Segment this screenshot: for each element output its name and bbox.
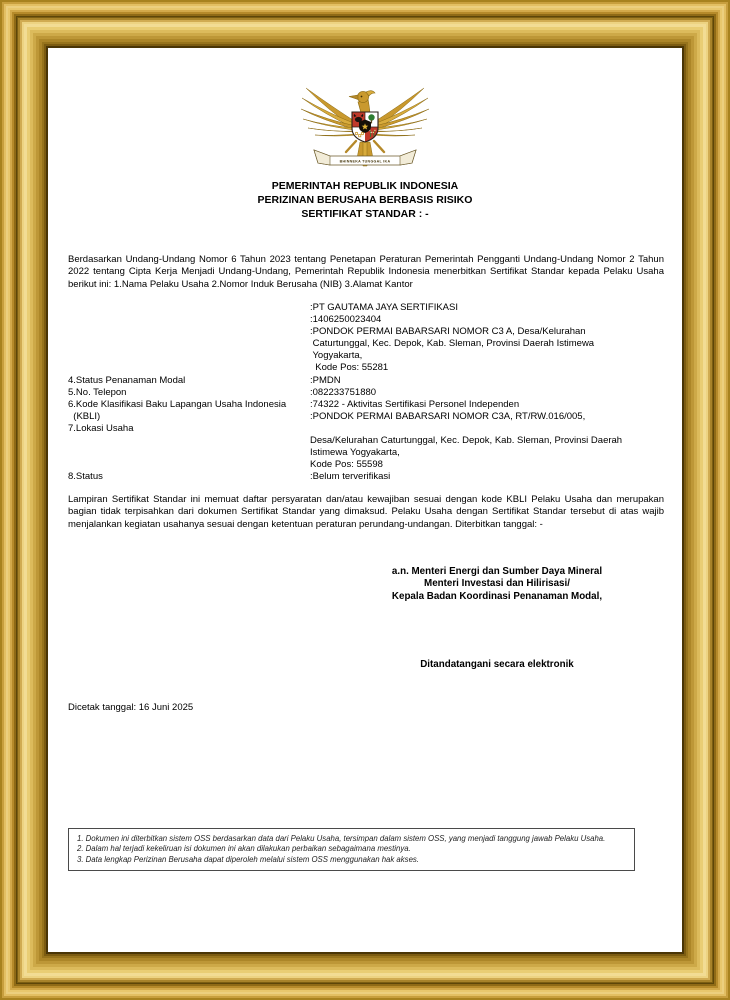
field-label (68, 447, 310, 459)
field-value: Yogyakarta, (310, 350, 363, 362)
field-label (68, 350, 310, 362)
garuda-pancasila-emblem (300, 84, 430, 172)
field-row (68, 399, 666, 411)
field-label (68, 459, 310, 471)
field-value: :082233751880 (310, 386, 377, 398)
field-label (68, 338, 310, 350)
field-row (68, 411, 666, 423)
field-row (68, 435, 666, 447)
field-value: :PT GAUTAMA JAYA SERTIFIKASI (310, 302, 458, 313)
field-value: Kode Pos: 55598 (310, 459, 383, 471)
field-value: Istimewa Yogyakarta, (310, 447, 400, 459)
field-label: 4.Status Penanaman Modal (68, 374, 186, 386)
field-value: :PONDOK PERMAI BABARSARI NOMOR C3A, RT/RW.016/005, (310, 410, 586, 422)
footer-notes-box (68, 828, 635, 871)
field-row (68, 459, 666, 471)
signatory-block (330, 566, 664, 603)
field-label (68, 326, 310, 338)
title-government: PEMERINTAH REPUBLIK INDONESIA (271, 180, 459, 192)
footer-note: 1. Dokumen ini diterbitkan sistem OSS berdasarkan data dari Pelaku Usaha, tersimpan dalam sistem OSS, yang menjadi tanggung jawab Pelaku Usaha. (77, 834, 606, 843)
field-label (68, 362, 310, 374)
field-row (68, 387, 666, 399)
field-label: 7.Lokasi Usaha (68, 422, 134, 434)
field-label: 8.Status (68, 471, 103, 483)
field-value: Caturtunggal, Kec. Depok, Kab. Sleman, Provinsi Daerah Istimewa (310, 338, 595, 350)
field-label: 6.Kode Klasifikasi Baku Lapangan Usaha Indonesia (68, 398, 287, 410)
field-label (68, 302, 310, 314)
closing-paragraph: Lampiran Sertifikat Standar ini memuat daftar persyaratan dan/atau kewajiban sesuai dengan kode KBLI Pelaku Usaha dan merupakan bagian tidak terpisahkan dari dokumen Sertifikat Standar yang dimaksud. Pelaku Usaha dengan Sertifikat Standar tersebut di atas wajib menjalankan kegiatan usahanya sesuai dengan ketentuan peraturan perundang-undangan. Diterbitkan tanggal: - (68, 494, 664, 530)
title-licensing: PERIZINAN BERUSAHA BERBASIS RISIKO (257, 194, 473, 206)
field-list (68, 302, 666, 483)
field-row (68, 326, 666, 338)
field-row (68, 302, 666, 314)
field-row (68, 338, 666, 350)
document-header (48, 179, 682, 221)
field-value: :1406250023404 (310, 314, 382, 326)
field-row (68, 471, 666, 483)
signatory-line: Menteri Investasi dan Hilirisasi/ (424, 578, 570, 590)
field-value: :PMDN (310, 374, 341, 386)
signatory-line: a.n. Menteri Energi dan Sumber Daya Mineral (391, 566, 603, 577)
field-value: :74322 - Aktivitas Sertifikasi Personel Independen (310, 398, 520, 410)
intro-paragraph: Berdasarkan Undang-Undang Nomor 6 Tahun 2023 tentang Penetapan Peraturan Pemerintah Pengganti Undang-Undang Nomor 2 Tahun 2022 tentang Cipta Kerja Menjadi Undang-Undang, Pemerintah Republik Indonesia menerbitkan Sertifikat Standar kepada Pelaku Usaha berikut ini: 1.Nama Pelaku Usaha 2.Nomor Induk Berusaha (NIB) 3.Alamat Kantor (68, 254, 664, 290)
emblem-motto: BHINNEKA TUNGGAL IKA (339, 159, 391, 164)
field-value: :Belum terverifikasi (310, 471, 391, 483)
field-label: 5.No. Telepon (68, 386, 127, 398)
footer-note: 3. Data lengkap Perizinan Berusaha dapat diperoleh melalui sistem OSS menggunakan hak akses. (77, 854, 419, 864)
field-value: Desa/Kelurahan Caturtunggal, Kec. Depok, Kab. Sleman, Provinsi Daerah (310, 435, 623, 447)
certificate-paper (48, 48, 682, 952)
signatory-line: Kepala Badan Koordinasi Penanaman Modal, (391, 590, 603, 602)
field-row (68, 423, 666, 435)
field-value: Kode Pos: 55281 (310, 362, 389, 374)
electronic-signature-note: Ditandatangani secara elektronik (420, 659, 574, 670)
field-label: (KBLI) (68, 410, 101, 422)
footer-note: 2. Dalam hal terjadi kekeliruan isi dokumen ini akan dilakukan perbaikan sebagaimana mestinya. (77, 844, 411, 854)
printed-date: Dicetak tanggal: 16 Juni 2025 (68, 702, 194, 713)
field-label (68, 314, 310, 326)
field-row (68, 350, 666, 362)
field-row (68, 314, 666, 326)
title-certificate: SERTIFIKAT STANDAR : - (301, 208, 429, 220)
field-value (310, 423, 666, 435)
field-value: :PONDOK PERMAI BABARSARI NOMOR C3 A, Desa/Kelurahan (310, 326, 586, 338)
field-row (68, 375, 666, 387)
field-row (68, 447, 666, 459)
field-label (68, 435, 310, 447)
field-row (68, 362, 666, 374)
